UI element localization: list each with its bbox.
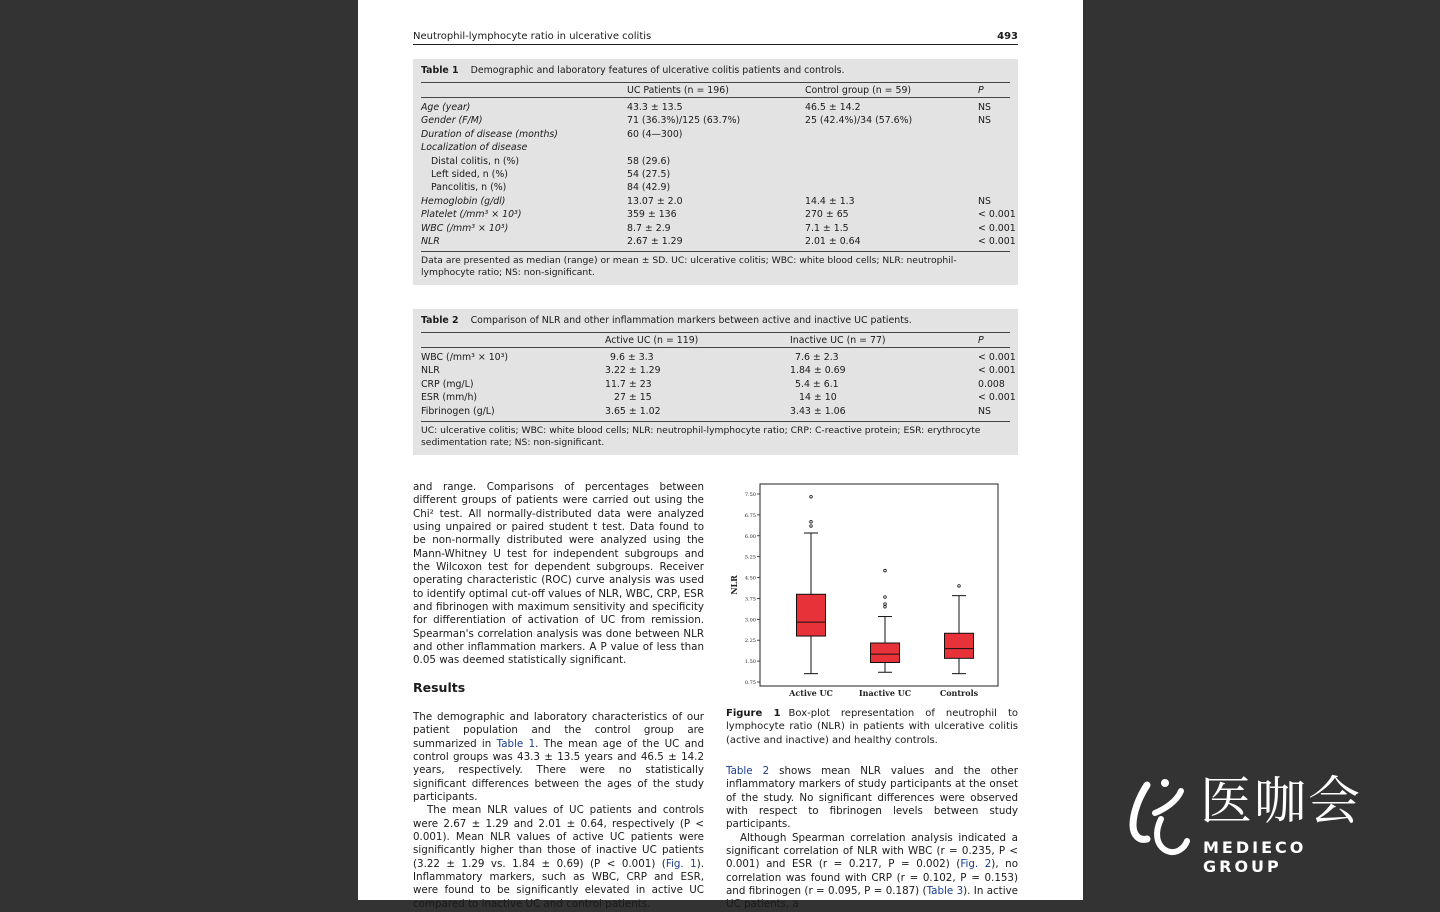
watermark-chinese: 医咖会 xyxy=(1200,772,1363,832)
results-paragraph-2: The mean NLR values of UC patients and controls were 2.67 ± 1.29 and 2.01 ± 0.64, respectively (P < 0.001). Mean NLR values of active UC patients were significantly higher than those of inactive UC patients (3.22 ± 1.29 vs. 1.84 ± 0.69) (P < 0.001) (Fig. 1). Inflammatory markers, such as WBC, CRP and ESR, were found to be significantly elevated in active UC compared to inactive UC and control patients. xyxy=(413,804,704,910)
methods-paragraph: and range. Comparisons of percentages between different groups of patients were carried out using the Chi² test. All normally-distributed data were analyzed using unpaired or paired student t test. Data found to be non-normally distributed were analyzed using the Mann-Whitney U test for independent subgroups and the Wilcoxon test for dependent subgroups. Receiver operating characteristic (ROC) curve analysis was used to identify optimal cut-off values of NLR, WBC, CRP, ESR and fibrinogen with maximum sensitivity and specificity for differentiation of activation of UC from remission. Spearman's correlation analysis was done between NLR and other inflammation markers. A P value of less than 0.05 was deemed statistically significant. xyxy=(413,481,704,667)
table-row: Distal colitis, n (%) 58 (29.6) xyxy=(431,155,671,167)
outlier-point xyxy=(810,495,813,498)
outlier-point xyxy=(958,585,961,588)
results-paragraph-1: The demographic and laboratory characteristics of our patient population and the control group are summarized in Table 1. The mean age of the UC and control groups was 43.3 ± 13.5 years and 46.5 ± 14.2 years, respectively. There were no statistically significant differences between the ages of the study participants. xyxy=(413,711,704,804)
table-2 xyxy=(413,309,1018,455)
table-2-header-active: Active UC (n = 119) xyxy=(605,335,699,346)
figure-1-label: Figure 1 xyxy=(726,708,781,719)
table-2-header xyxy=(421,332,1010,348)
table-row: WBC (/mm³ × 10³) 8.7 ± 2.9 7.1 ± 1.5 < 0.001 xyxy=(421,222,1016,234)
table-row: ESR (mm/h) 27 ± 15 14 ± 10 < 0.001 xyxy=(421,392,1016,404)
x-category-label: Active UC xyxy=(789,688,833,698)
x-category-label: Controls xyxy=(939,688,979,698)
y-tick-label: 4.50 xyxy=(744,575,756,582)
left-column xyxy=(413,481,704,668)
figure-1-caption xyxy=(726,707,1018,747)
page-number: 493 xyxy=(997,31,1018,42)
table-2-header-p: P xyxy=(978,335,984,346)
table-1-header-uc: UC Patients (n = 196) xyxy=(627,85,729,96)
table-row: Fibrinogen (g/L) 3.65 ± 1.02 3.43 ± 1.06 NS xyxy=(421,405,991,417)
right-column xyxy=(726,765,1018,912)
table-2-body xyxy=(421,348,1016,418)
y-tick-label: 1.50 xyxy=(744,659,756,666)
fig-1-link[interactable]: Fig. 1 xyxy=(665,857,697,870)
table-2-label: Table 2 xyxy=(421,315,459,326)
y-tick-label: 0.75 xyxy=(744,680,756,686)
paper-page xyxy=(358,0,1083,911)
table-2-caption-text: Comparison of NLR and other inflammation markers between active and inactive UC patients. xyxy=(470,315,912,326)
table-row: Pancolitis, n (%) 84 (42.9) xyxy=(431,182,671,194)
fig-2-link[interactable]: Fig. 2 xyxy=(960,858,992,871)
right-paragraph-2: Although Spearman correlation analysis indicated a significant correlation of NLR with WBC (r = 0.235, P < 0.001) and ESR (r = 0.217, P = 0.002) (Fig. 2), no correlation was found with CRP (r = 0.102, P = 0.153) and fibrinogen (r = 0.095, P = 0.187) (Table 3). In active UC patients, a xyxy=(726,831,1019,911)
table-1-footnote: Data are presented as median (range) or mean ± SD. UC: ulcerative colitis; WBC: white blood cells; NLR: neutrophil-lymphocyte ratio; NS: non-significant. xyxy=(421,251,1010,283)
table-row: Duration of disease (months) 60 (4—300) xyxy=(421,128,683,140)
watermark-english: MEDIECO GROUP xyxy=(1203,838,1307,876)
table-1-caption xyxy=(421,65,1010,82)
table-row: Hemoglobin (g/dl) 13.07 ± 2.0 14.4 ± 1.3 NS xyxy=(421,195,991,207)
table-row: WBC (/mm³ × 10³) 9.6 ± 3.3 7.6 ± 2.3 < 0.001 xyxy=(421,352,1016,363)
outlier-point xyxy=(810,521,813,524)
y-axis-label: NLR xyxy=(729,575,739,595)
results-heading: Results xyxy=(413,680,466,695)
table-1 xyxy=(413,59,1018,285)
table-row: NLR 3.22 ± 1.29 1.84 ± 0.69 < 0.001 xyxy=(421,365,1016,377)
medieco-logo-icon xyxy=(1125,775,1197,857)
table-2-footnote: UC: ulcerative colitis; WBC: white blood cells; NLR: neutrophil-lymphocyte ratio; CRP: C-reactive protein; ESR: erythrocyte sedimentation rate; NS: non-significant. xyxy=(421,421,1010,453)
table-1-label: Table 1 xyxy=(421,65,459,76)
table-1-header-p: P xyxy=(978,85,984,96)
table-row: Age (year) 43.3 ± 13.5 46.5 ± 14.2 NS xyxy=(421,102,991,113)
y-tick-label: 7.50 xyxy=(744,492,756,498)
box-controls xyxy=(945,633,974,658)
right-paragraph-1: Table 2 shows mean NLR values and the other inflammatory markers of study participants at the onset of the study. No significant differences were observed with respect to fibrinogen levels between study participants. xyxy=(726,765,1018,831)
table-row: Left sided, n (%) 54 (27.5) xyxy=(431,168,671,180)
table-1-body xyxy=(421,98,1016,248)
x-category-label: Inactive UC xyxy=(858,688,912,698)
outlier-point xyxy=(884,596,887,599)
y-tick-label: 2.25 xyxy=(744,638,756,645)
table-row: Localization of disease xyxy=(421,142,528,154)
table-row: CRP (mg/L) 11.7 ± 23 5.4 ± 6.1 0.008 xyxy=(421,378,1005,390)
table-row: Gender (F/M) 71 (36.3%)/125 (63.7%) 25 (42.4%)/34 (57.6%) NS xyxy=(421,115,991,127)
outlier-point xyxy=(884,603,887,606)
figure-1-caption-text: Box-plot representation of neutrophil to lymphocyte ratio (NLR) in patients with ulcerative colitis (active and inactive) and healthy controls. xyxy=(726,708,1018,746)
table-2-header-inactive: Inactive UC (n = 77) xyxy=(790,335,886,346)
results-section xyxy=(413,680,704,696)
table-1-header-control: Control group (n = 59) xyxy=(805,85,912,96)
running-header xyxy=(413,30,1018,45)
y-tick-label: 5.25 xyxy=(744,554,756,561)
table-2-link[interactable]: Table 2 xyxy=(726,765,770,777)
table-1-caption-text: Demographic and laboratory features of ulcerative colitis patients and controls. xyxy=(470,65,845,76)
table-1-link[interactable]: Table 1 xyxy=(496,737,536,750)
box-inactive-uc xyxy=(871,643,900,662)
table-3-link[interactable]: Table 3 xyxy=(926,885,964,898)
table-row: NLR 2.67 ± 1.29 2.01 ± 0.64 < 0.001 xyxy=(421,235,1016,247)
outlier-point xyxy=(810,525,813,528)
y-tick-label: 6.75 xyxy=(744,512,756,519)
table-2-caption xyxy=(421,315,1010,332)
table-row: Platelet (/mm³ × 10³) 359 ± 136 270 ± 65 < 0.001 xyxy=(421,209,1016,221)
y-tick-label: 6.00 xyxy=(744,533,756,540)
y-tick-label: 3.75 xyxy=(744,596,756,603)
results-text xyxy=(413,711,704,911)
y-tick-label: 3.00 xyxy=(744,617,756,624)
figure-1-boxplot xyxy=(730,482,1020,702)
box-active-uc xyxy=(797,594,826,636)
medieco-watermark xyxy=(1125,770,1385,876)
outlier-point xyxy=(884,606,887,609)
running-title: Neutrophil-lymphocyte ratio in ulcerative colitis xyxy=(413,31,652,42)
table-1-header xyxy=(421,82,1010,98)
outlier-point xyxy=(884,569,887,572)
